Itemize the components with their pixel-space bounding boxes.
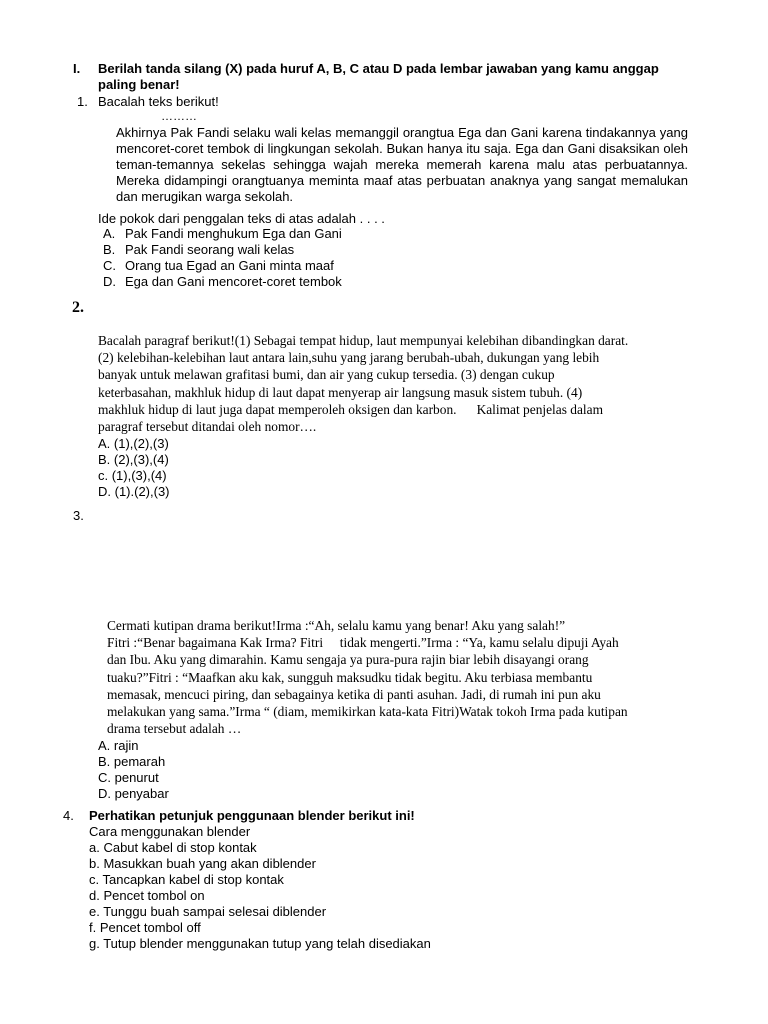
q3-option-b[interactable]: B. pemarah xyxy=(98,754,166,769)
q3-option-d[interactable]: D. penyabar xyxy=(98,786,169,801)
q2-line: (2) kelebihan-kelebihan laut antara lain,suhu yang jarang berubah-ubah, dukungan yang lebih xyxy=(98,350,600,366)
q4-step: g. Tutup blender menggunakan tutup yang telah disediakan xyxy=(89,936,431,951)
q3-options xyxy=(98,738,169,802)
q2-line: Bacalah paragraf berikut!(1) Sebagai tempat hidup, laut mempunyai kelebihan dibandingkan darat. xyxy=(98,333,629,348)
q2-line: makhluk hidup di laut juga dapat memperoleh oksigen dan karbon. Kalimat penjelas dalam xyxy=(98,401,603,417)
q4-instruction: Perhatikan petunjuk penggunaan blender berikut ini! xyxy=(89,808,415,823)
q1-option-letter: D. xyxy=(103,274,116,289)
q2-options xyxy=(98,436,170,500)
q1-number: 1. xyxy=(77,94,88,109)
q4-steps xyxy=(89,840,431,952)
q3-option-c[interactable]: C. penurut xyxy=(98,770,159,785)
q1-passage: Akhirnya Pak Fandi selaku wali kelas memanggil orangtua Ega dan Gani karena tindakannya yang mencoret-coret tembok di lingkungan sekolah. Bukan hanya itu saja. Ega dan Gani disaksikan oleh teman-temannya sekelas sehingga wajah mereka memerah karena malu atas perbuatannya. Mereka didampingi orangtuanya meminta maaf atas perbuatan anaknya yang sangat memalukan dan merugikan warga sekolah. xyxy=(116,125,688,204)
q1-option-letter: A. xyxy=(103,226,116,241)
q3-line: drama tersebut adalah … xyxy=(107,721,242,737)
q2-number: 2. xyxy=(72,299,84,316)
q1-option-a[interactable] xyxy=(103,226,342,242)
q1-option-text: Pak Fandi seorang wali kelas xyxy=(125,242,295,257)
q3-line: Fitri :“Benar bagaimana Kak Irma? Fitri tidak mengerti.”Irma : “Ya, kamu selalu dipuji Ayah xyxy=(107,635,619,651)
q3-line: dan Ibu. Aku yang dimarahin. Kamu sengaja ya pura-pura rajin biar lebih disayangi orang xyxy=(107,652,589,668)
q4-step: c. Tancapkan kabel di stop kontak xyxy=(89,872,284,887)
q3-number: 3. xyxy=(73,508,84,523)
q4-step: f. Pencet tombol off xyxy=(89,920,201,935)
q1-option-text: Ega dan Gani mencoret-coret tembok xyxy=(125,274,342,289)
q2-option-c[interactable]: c. (1),(3),(4) xyxy=(98,468,167,483)
q4-step: d. Pencet tombol on xyxy=(89,888,205,903)
section-instruction: Berilah tanda silang (X) pada huruf A, B, C atau D pada lembar jawaban yang kamu anggap paling benar! xyxy=(98,61,659,92)
q4-step: e. Tunggu buah sampai selesai diblender xyxy=(89,904,327,919)
q4-step: b. Masukkan buah yang akan diblender xyxy=(89,856,316,871)
q1-ellipsis: ……… xyxy=(161,109,197,123)
q3-line: melakukan yang sama.”Irma “ (diam, memikirkan kata-kata Fitri)Watak tokoh Irma pada kutipan xyxy=(107,704,628,720)
q1-option-b[interactable] xyxy=(103,242,294,258)
q2-line: keterbasahan, makhluk hidup di laut dapat menyerap air langsung masuk sistem tubuh. (4) xyxy=(98,384,583,400)
q1-option-text: Pak Fandi menghukum Ega dan Gani xyxy=(125,226,342,241)
q3-line: tuaku?”Fitri : “Maafkan aku kak, sungguh maksudku tidak begitu. Aku terbiasa membantu xyxy=(107,669,593,685)
q3-drama-excerpt xyxy=(107,617,707,737)
q4-subtitle: Cara menggunakan blender xyxy=(89,824,251,839)
q1-question: Ide pokok dari penggalan teks di atas adalah . . . . xyxy=(98,211,385,226)
q2-option-d[interactable]: D. (1).(2),(3) xyxy=(98,484,170,499)
q1-option-letter: C. xyxy=(103,258,116,273)
q3-line: Cermati kutipan drama berikut!Irma :“Ah, selalu kamu yang benar! Aku yang salah!” xyxy=(107,618,566,633)
q3-line: memasak, mencuci piring, dan sebagainya ketika di panti asuhan. Jadi, di rumah ini pun aku xyxy=(107,686,601,702)
q1-option-d[interactable] xyxy=(103,274,342,290)
q4-step: a. Cabut kabel di stop kontak xyxy=(89,840,257,855)
q2-line: banyak untuk melawan grafitasi bumi, dan air yang cukup tersedia. (3) dengan cukup xyxy=(98,367,555,383)
q1-option-letter: B. xyxy=(103,242,116,257)
q1-options xyxy=(103,226,503,290)
q1-option-text: Orang tua Egad an Gani minta maaf xyxy=(125,258,334,273)
section-numeral: I. xyxy=(73,61,81,76)
q4-number: 4. xyxy=(63,808,74,823)
q1-option-c[interactable] xyxy=(103,258,334,274)
q1-prompt: Bacalah teks berikut! xyxy=(98,94,219,109)
q2-option-b[interactable]: B. (2),(3),(4) xyxy=(98,452,169,467)
q2-option-a[interactable]: A. (1),(2),(3) xyxy=(98,436,169,451)
q2-line: paragraf tersebut ditandai oleh nomor…. xyxy=(98,419,317,435)
q3-option-a[interactable]: A. rajin xyxy=(98,738,139,753)
q2-paragraph xyxy=(98,332,708,435)
